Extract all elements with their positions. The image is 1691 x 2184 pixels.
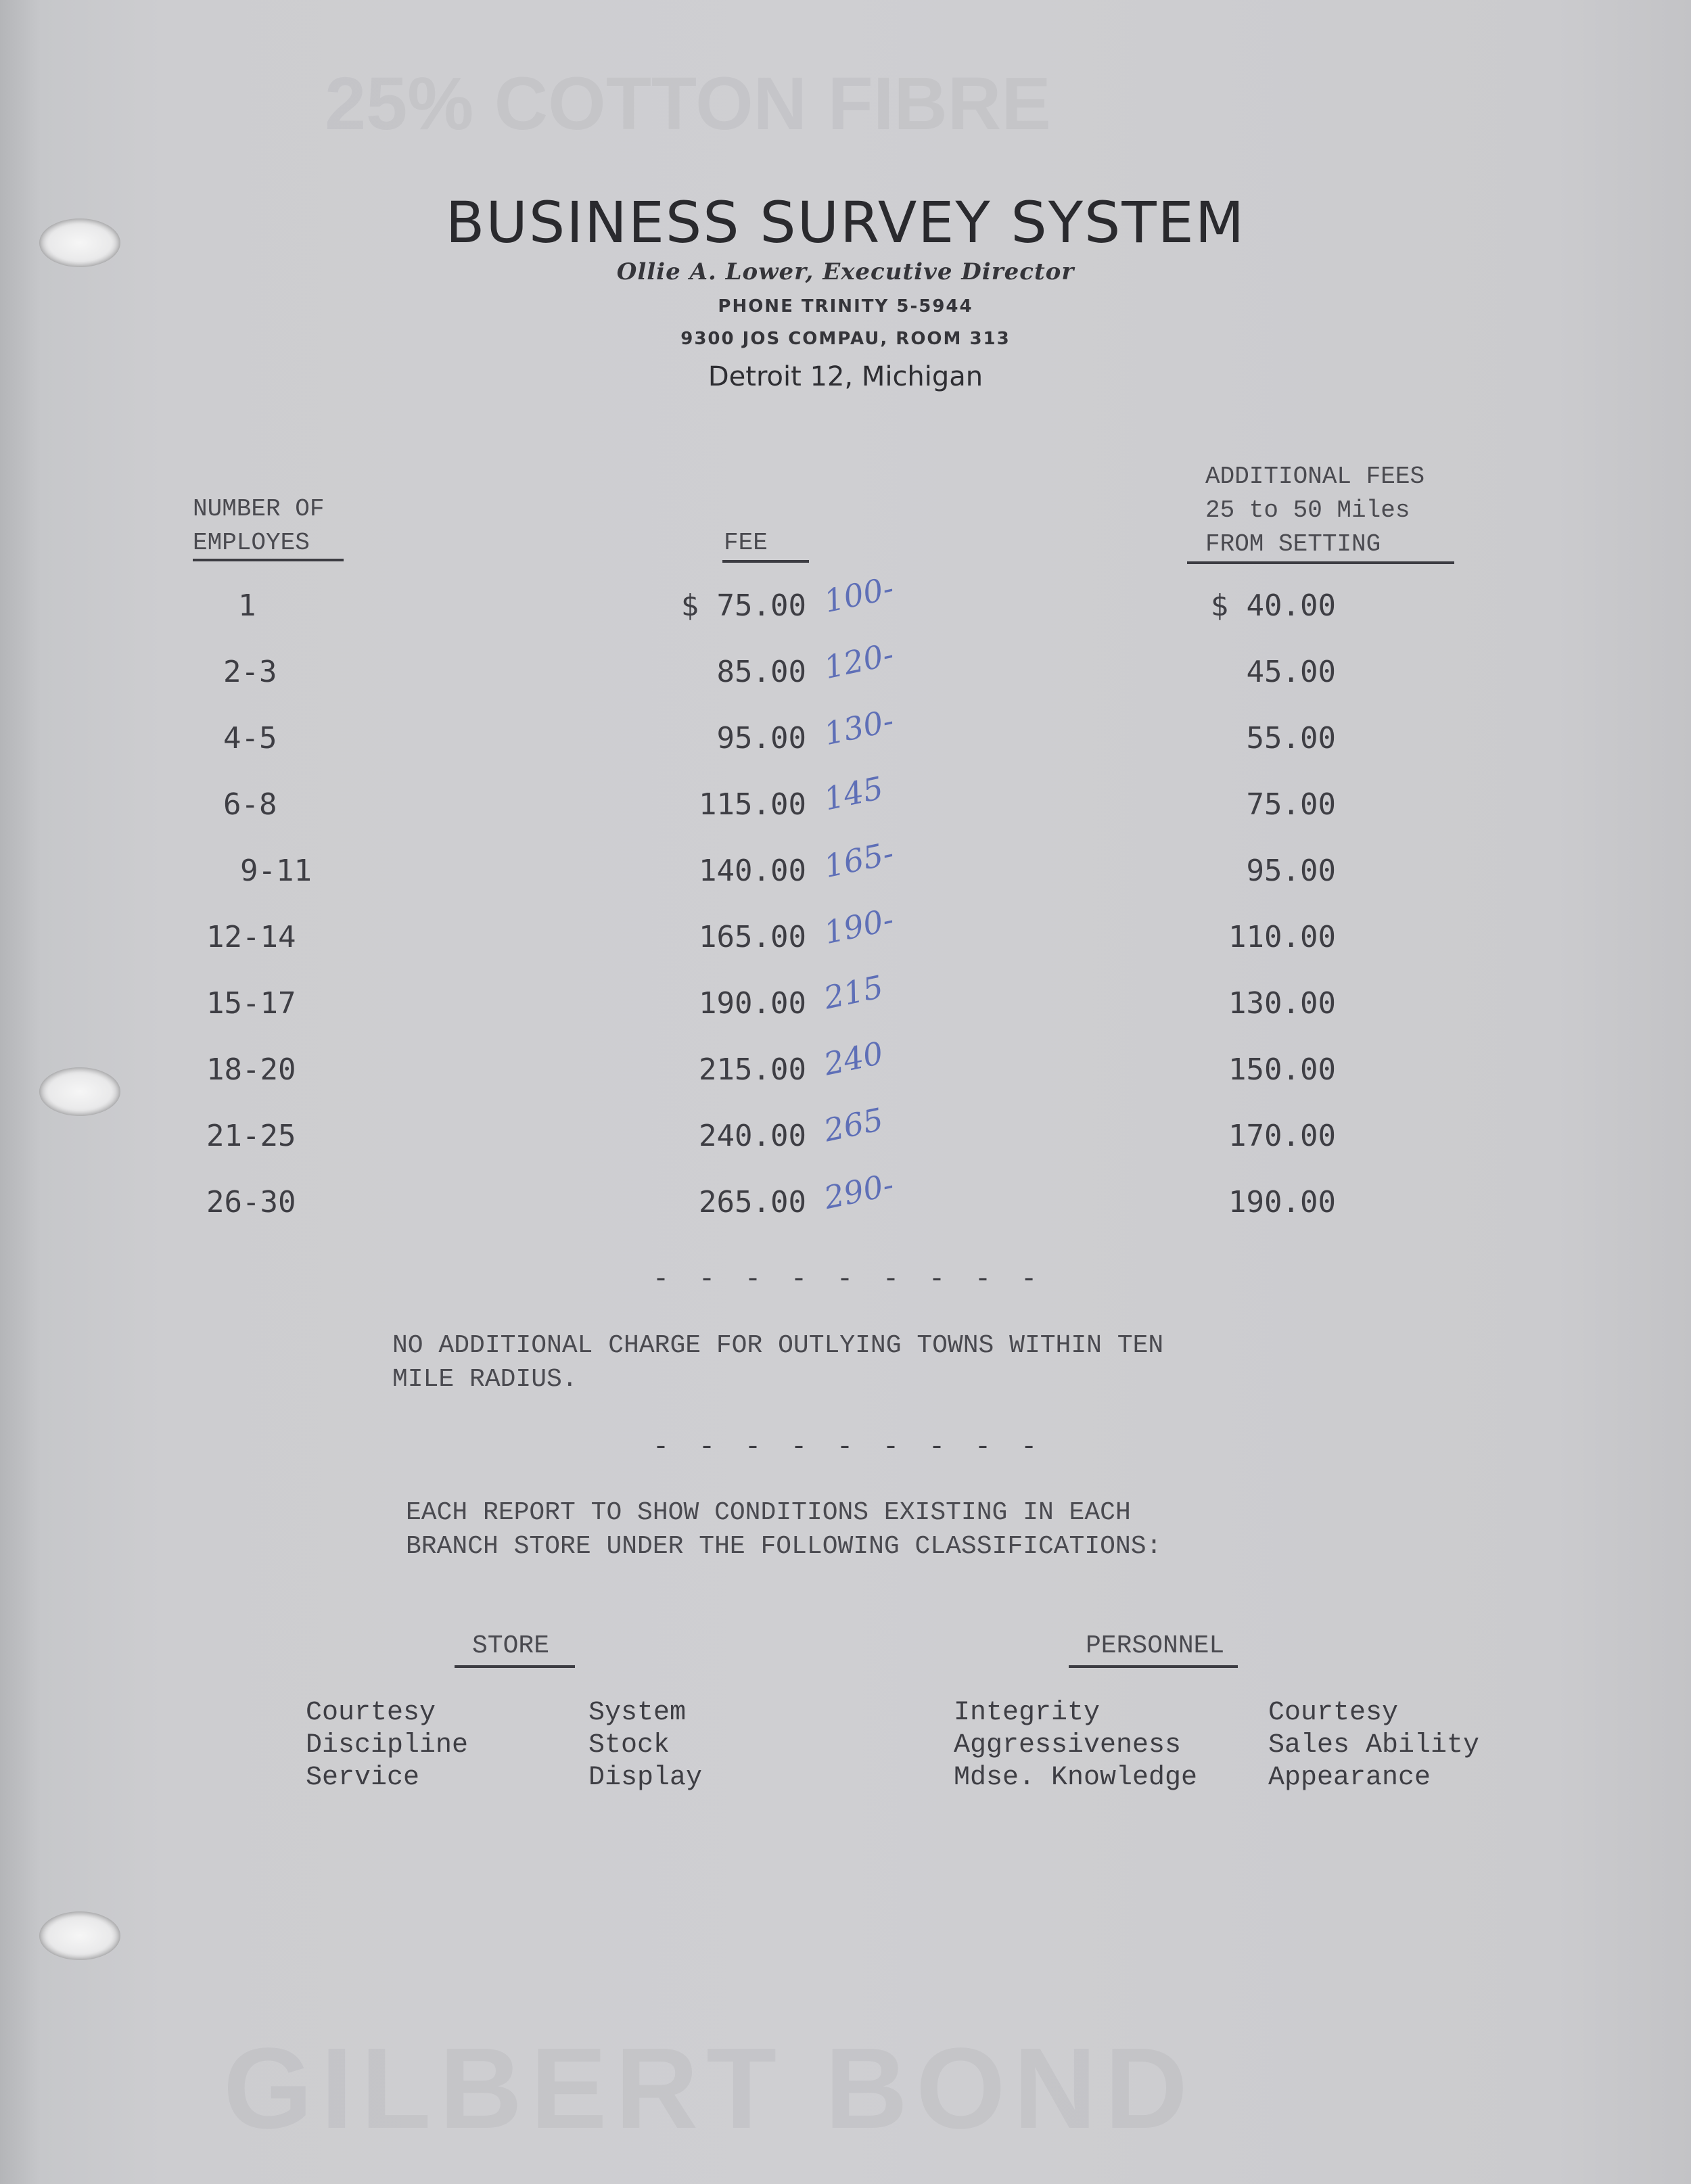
additional-fee-cell: 150.00 xyxy=(1228,1052,1336,1087)
handwritten-fee-note: 100- xyxy=(820,569,897,620)
employees-cell: 12-14 xyxy=(206,920,296,954)
watermark-top: 25% COTTON FIBRE xyxy=(325,62,1051,145)
personnel-item: Aggressiveness xyxy=(954,1730,1182,1761)
additional-fee-cell: 190.00 xyxy=(1228,1185,1336,1219)
report-line-1: EACH REPORT TO SHOW CONDITIONS EXISTING IN EACH xyxy=(406,1498,1131,1527)
additional-fee-cell: 130.00 xyxy=(1228,986,1336,1021)
handwritten-fee-note: 290- xyxy=(820,1165,897,1217)
col-fee-header: FEE xyxy=(724,529,768,557)
personnel-item: Mdse. Knowledge xyxy=(954,1763,1198,1793)
handwritten-fee-note: 190- xyxy=(820,900,897,952)
personnel-header: PERSONNEL xyxy=(1086,1631,1225,1660)
personnel-item: Appearance xyxy=(1268,1763,1431,1793)
additional-fee-cell: 95.00 xyxy=(1246,854,1336,888)
fee-cell: $ 75.00 xyxy=(680,588,806,623)
punch-hole xyxy=(39,1911,120,1960)
additional-fee-cell: 75.00 xyxy=(1246,787,1336,822)
col-additional-header-line2: 25 to 50 Miles xyxy=(1205,496,1410,524)
employees-cell: 4-5 xyxy=(223,721,277,756)
letterhead-director: Ollie A. Lower, Executive Director xyxy=(616,258,1075,285)
punch-hole xyxy=(39,1067,120,1116)
employees-cell: 2-3 xyxy=(223,655,277,689)
store-item: System xyxy=(588,1698,687,1728)
store-header: STORE xyxy=(472,1631,550,1660)
col-additional-header-line1: ADDITIONAL FEES xyxy=(1205,463,1425,490)
report-line-2: BRANCH STORE UNDER THE FOLLOWING CLASSIFICATIONS: xyxy=(406,1532,1162,1561)
store-item: Discipline xyxy=(306,1730,469,1761)
note-line-2: MILE RADIUS. xyxy=(392,1365,578,1394)
col-additional-header-line3: FROM SETTING xyxy=(1205,530,1381,558)
personnel-item: Sales Ability xyxy=(1268,1730,1480,1761)
fee-cell: 240.00 xyxy=(699,1119,806,1153)
fee-cell: 140.00 xyxy=(699,854,806,888)
employees-cell: 6-8 xyxy=(223,787,277,822)
personnel-item: Integrity xyxy=(954,1698,1101,1728)
handwritten-fee-note: 120- xyxy=(820,635,897,687)
employees-cell: 9-11 xyxy=(240,854,312,888)
employees-cell: 21-25 xyxy=(206,1119,296,1153)
handwritten-fee-note: 215 xyxy=(820,968,887,1017)
watermark-bottom: GILBERT BOND xyxy=(223,2024,1196,2153)
additional-fee-cell: 170.00 xyxy=(1228,1119,1336,1153)
handwritten-fee-note: 130- xyxy=(820,701,897,753)
note-line-1: NO ADDITIONAL CHARGE FOR OUTLYING TOWNS WITHIN TEN xyxy=(392,1331,1164,1360)
col-fee-underline xyxy=(722,560,809,563)
col-employees-underline xyxy=(193,559,344,561)
employees-cell: 15-17 xyxy=(206,986,296,1021)
additional-fee-cell: 45.00 xyxy=(1246,655,1336,689)
letterhead-title: BUSINESS SURVEY SYSTEM xyxy=(445,189,1246,256)
personnel-header-underline xyxy=(1069,1665,1238,1668)
divider: - - - - - - - - - xyxy=(653,1265,1044,1295)
fee-cell: 95.00 xyxy=(716,721,806,756)
store-item: Stock xyxy=(588,1730,670,1761)
store-item: Courtesy xyxy=(306,1698,436,1728)
employees-cell: 1 xyxy=(238,588,256,623)
fee-cell: 265.00 xyxy=(699,1185,806,1219)
handwritten-fee-note: 145 xyxy=(820,769,887,818)
col-additional-underline xyxy=(1187,561,1454,564)
letterhead-city: Detroit 12, Michigan xyxy=(708,361,983,392)
employees-cell: 26-30 xyxy=(206,1185,296,1219)
col-employees-header-line2: EMPLOYES xyxy=(193,529,310,557)
employees-cell: 18-20 xyxy=(206,1052,296,1087)
letterhead-address: 9300 JOS COMPAU, ROOM 313 xyxy=(680,329,1011,349)
fee-cell: 190.00 xyxy=(699,986,806,1021)
handwritten-fee-note: 240 xyxy=(820,1034,887,1083)
store-item: Display xyxy=(588,1763,703,1793)
store-header-underline xyxy=(455,1665,575,1668)
additional-fee-cell: $ 40.00 xyxy=(1210,588,1336,623)
fee-cell: 165.00 xyxy=(699,920,806,954)
col-employees-header-line1: NUMBER OF xyxy=(193,495,325,523)
fee-cell: 115.00 xyxy=(699,787,806,822)
divider: - - - - - - - - - xyxy=(653,1433,1044,1463)
handwritten-fee-note: 265 xyxy=(820,1100,887,1149)
handwritten-fee-note: 165- xyxy=(820,834,897,885)
fee-cell: 215.00 xyxy=(699,1052,806,1087)
fee-cell: 85.00 xyxy=(716,655,806,689)
personnel-item: Courtesy xyxy=(1268,1698,1399,1728)
additional-fee-cell: 110.00 xyxy=(1228,920,1336,954)
store-item: Service xyxy=(306,1763,420,1793)
letterhead-phone: PHONE TRINITY 5-5944 xyxy=(718,296,973,317)
additional-fee-cell: 55.00 xyxy=(1246,721,1336,756)
